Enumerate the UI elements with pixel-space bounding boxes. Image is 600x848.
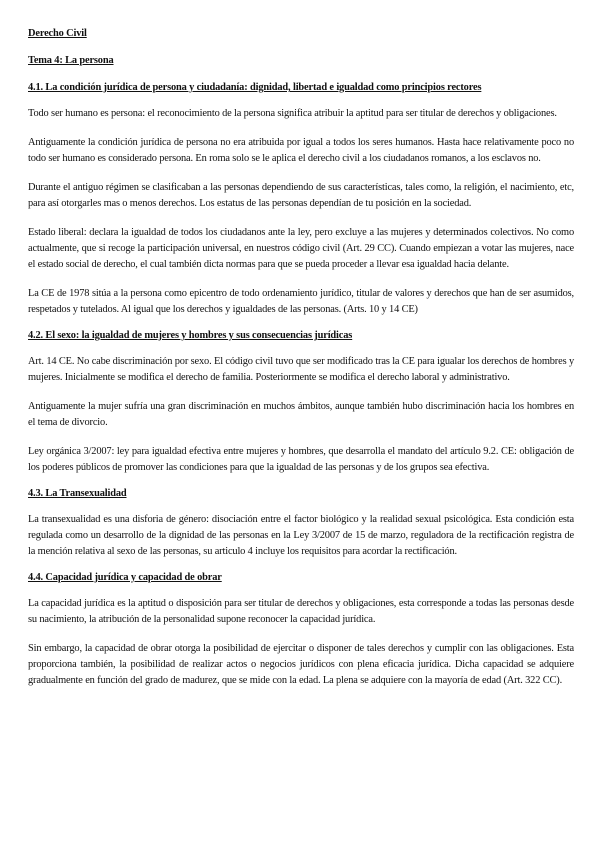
document-title: Derecho Civil (28, 28, 87, 39)
paragraph: Ley orgánica 3/2007: ley para igualdad efectiva entre mujeres y hombres, que desarrolla el mandato del artículo 9.2. CE: obligación de los poderes públicos de promover las condiciones para que la igualdad de las personas y de los grupos sea efectiva. (28, 446, 574, 473)
paragraph: La CE de 1978 sitúa a la persona como epicentro de todo ordenamiento jurídico, titular de valores y derechos que han de ser asumidos, respetados y tutelados. Al igual que los derechos y igualdades de las personas. (Arts. 10 y 14 CE) (28, 288, 574, 315)
paragraph: Estado liberal: declara la igualdad de todos los ciudadanos ante la ley, pero excluye a las mujeres y determinados colectivos. No como actualmente, que si recoge la participación universal, en nuestros código civil (Art. 29 CC). Cuando empiezan a votar las mujeres, nace el estado social de derecho, el cual también dicta normas para que se pueda proceder a llevar esa igualdad hacia delante. (28, 227, 574, 270)
section-heading-4-3: 4.3. La Transexualidad (28, 488, 127, 499)
section-heading-4-4: 4.4. Capacidad jurídica y capacidad de obrar (28, 572, 222, 583)
paragraph: Todo ser humano es persona: el reconocimiento de la persona significa atribuir la aptitud para ser titular de derechos y obligaciones. (28, 108, 557, 119)
paragraph: Antiguamente la mujer sufría una gran discriminación en muchos ámbitos, aunque también hubo discriminación hacia los hombres en el tema de divorcio. (28, 401, 574, 428)
paragraph: Antiguamente la condición jurídica de persona no era atribuida por igual a todos los seres humanos. Hasta hace relativamente poco no todo ser humano es considerado persona. En roma solo se le aplica el derecho civil a los ciudadanos romanos, a los esclavos no. (28, 137, 574, 164)
section-heading-4-2: 4.2. El sexo: la igualdad de mujeres y hombres y sus consecuencias jurídicas (28, 330, 353, 341)
paragraph: La capacidad jurídica es la aptitud o disposición para ser titular de derechos y obligaciones, esta corresponde a todas las personas desde su nacimiento, la atribución de la personalidad supone reconocer la capacidad jurídica. (28, 598, 574, 625)
paragraph: Durante el antiguo régimen se clasificaban a las personas dependiendo de sus características, tales como, la religión, el nacimiento, etc, para así otorgarles mas o menos derechos. Los estatus de las personas dependían de tu posición en la sociedad. (28, 182, 574, 209)
document-page (28, 26, 574, 689)
paragraph: Art. 14 CE. No cabe discriminación por sexo. El código civil tuvo que ser modificado tras la CE para igualar los derechos de hombres y mujeres. Inicialmente se modifica el derecho de familia. Posteriormente se modifica el derecho laboral y administrativo. (28, 356, 574, 383)
paragraph: La transexualidad es una disforia de género: disociación entre el factor biológico y la realidad sexual psicológica. Esta condición esta regulada como un desarrollo de la dignidad de las personas en la Ley 3/2007 de 15 de marzo, reguladora de la rectificación registra de la mención relativa al sexo de las personas, su articulo 4 incluye los requisitos para acordar la rectificación. (28, 514, 574, 557)
section-heading-4-1: 4.1. La condición jurídica de persona y ciudadanía: dignidad, libertad e igualdad como principios rectores (28, 82, 482, 93)
topic-title: Tema 4: La persona (28, 55, 114, 66)
paragraph: Sin embargo, la capacidad de obrar otorga la posibilidad de ejercitar o disponer de tales derechos y cumplir con las obligaciones. Esta proporciona también, la posibilidad de realizar actos o negocios jurídicos con plena eficacia jurídica. Dicha capacidad se adquiere gradualmente en función del grado de madurez, que se mide con la edad. La plena se adquiere con la mayoría de edad (Art. 322 CC). (28, 643, 574, 686)
